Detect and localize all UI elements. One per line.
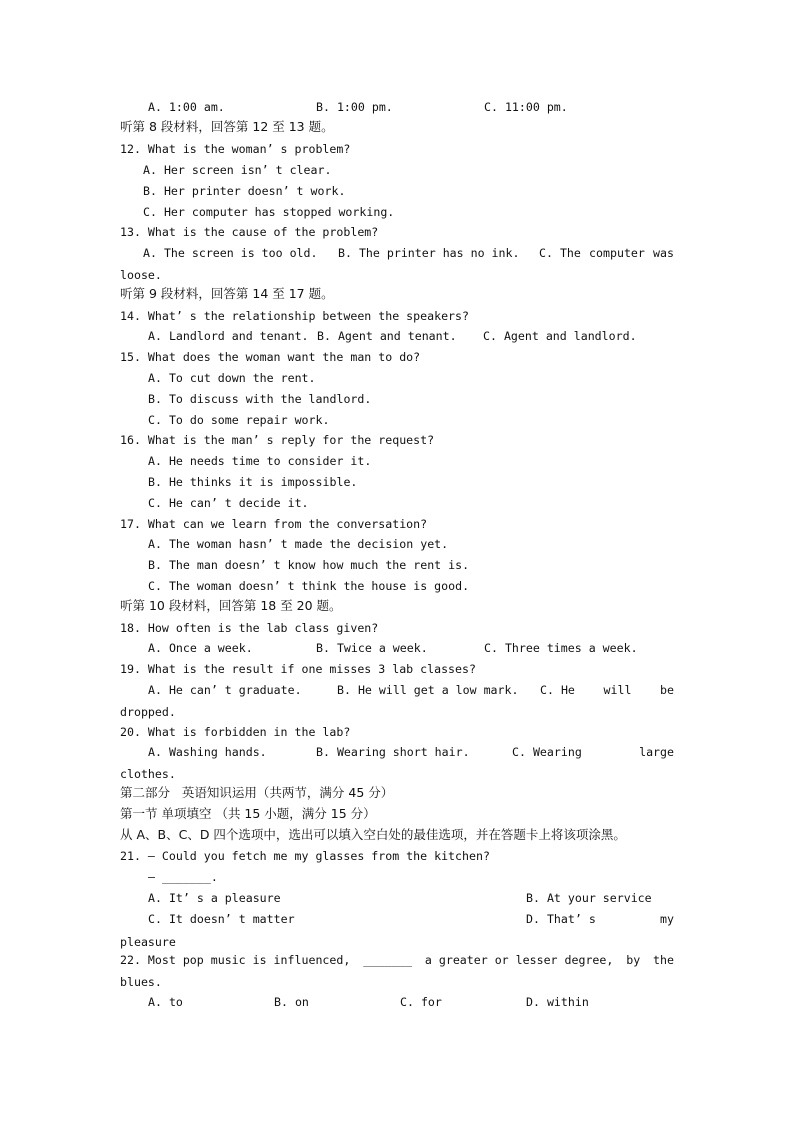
section-9-heading: 听第 9 段材料，回答第 14 至 17 题。: [120, 286, 334, 301]
q11-option-b: B. 1:00 pm.: [316, 100, 393, 114]
q22-stem: [120, 953, 674, 967]
q14-option-b: B. Agent and tenant.: [317, 329, 457, 343]
q13-option-c: [539, 246, 674, 260]
q19-option-a: A. He can’ t graduate.: [148, 683, 302, 697]
q22-option-c: C. for: [400, 995, 442, 1009]
q21-option-b: B. At your service: [526, 891, 652, 905]
q21-option-a: A. It’ s a pleasure: [148, 891, 281, 905]
q22-option-d: D. within: [526, 995, 589, 1009]
q19-option-b: B. He will get a low mark.: [337, 683, 519, 697]
q20-option-c-cont: clothes.: [120, 767, 176, 781]
q22-stem-cont: blues.: [120, 975, 162, 989]
q17-option-c: C. The woman doesn’ t think the house is good.: [148, 579, 470, 593]
q13-option-a: A. The screen is too old.: [143, 246, 318, 260]
q22-option-b: B. on: [274, 995, 309, 1009]
section1-heading: 第一节 单项填空 （共 15 小题，满分 15 分）: [120, 806, 376, 821]
q12-option-b: B. Her printer doesn’ t work.: [143, 184, 346, 198]
q11-option-c: C. 11:00 pm.: [484, 100, 568, 114]
q18-stem: 18. How often is the lab class given?: [120, 621, 379, 635]
q22-option-a: A. to: [148, 995, 183, 1009]
q21-option-d: [526, 912, 674, 926]
q22-stem-part1: 22. Most pop music is influenced,: [120, 953, 351, 967]
q21-stem: 21. — Could you fetch me my glasses from the kitchen?: [120, 849, 490, 863]
q20-option-b: B. Wearing short hair.: [316, 745, 470, 759]
q11-option-a: A. 1:00 am.: [148, 100, 225, 114]
q13-stem: 13. What is the cause of the problem?: [120, 225, 379, 239]
q19-option-c: [540, 683, 674, 697]
part2-heading: 第二部分 英语知识运用（共两节，满分 45 分）: [120, 785, 394, 800]
q21-blank: — _______.: [148, 870, 218, 884]
q16-option-b: B. He thinks it is impossible.: [148, 475, 358, 489]
q12-option-a: A. Her screen isn’ t clear.: [143, 163, 332, 177]
section-10-heading: 听第 10 段材料，回答第 18 至 20 题。: [120, 598, 342, 613]
q14-option-c: C. Agent and landlord.: [483, 329, 637, 343]
q15-stem: 15. What does the woman want the man to do?: [120, 350, 421, 364]
q20-option-c-w2: large: [639, 745, 674, 759]
q20-option-c-w1: C. Wearing: [512, 745, 582, 759]
q17-option-b: B. The man doesn’ t know how much the rent is.: [148, 558, 470, 572]
q19-option-c-w3: be: [660, 683, 674, 697]
q16-option-c: C. He can’ t decide it.: [148, 496, 309, 510]
q20-option-c: [512, 745, 674, 759]
q22-stem-part2: a greater or lesser degree,: [424, 953, 614, 967]
q18-option-a: A. Once a week.: [148, 641, 253, 655]
q18-option-b: B. Twice a week.: [316, 641, 428, 655]
q18-option-c: C. Three times a week.: [484, 641, 638, 655]
q14-option-a: A. Landlord and tenant.: [148, 329, 309, 343]
q12-stem: 12. What is the woman’ s problem?: [120, 142, 351, 156]
q15-option-c: C. To do some repair work.: [148, 413, 330, 427]
q19-option-c-cont: dropped.: [120, 705, 176, 719]
q20-stem: 20. What is forbidden in the lab?: [120, 725, 351, 739]
q13-option-c-cont: loose.: [120, 268, 162, 282]
q17-option-a: A. The woman hasn’ t made the decision yet.: [148, 537, 449, 551]
q13-option-b: B. The printer has no ink.: [338, 246, 520, 260]
q15-option-a: A. To cut down the rent.: [148, 371, 316, 385]
q22-stem-part4: the: [653, 953, 674, 967]
instructions: 从 A、B、C、D 四个选项中，选出可以填入空白处的最佳选项，并在答题卡上将该项涂黑。: [120, 827, 626, 842]
q21-option-d-w1: D. That’ s: [526, 912, 596, 926]
q13-option-c-w2: computer: [589, 246, 645, 260]
q16-stem: 16. What is the man’ s reply for the request?: [120, 433, 435, 447]
q22-stem-blank: _______: [363, 953, 413, 967]
q19-option-c-w2: will: [603, 683, 632, 697]
section-8-heading: 听第 8 段材料，回答第 12 至 13 题。: [120, 119, 334, 134]
q15-option-b: B. To discuss with the landlord.: [148, 392, 372, 406]
q20-option-a: A. Washing hands.: [148, 745, 267, 759]
q12-option-c: C. Her computer has stopped working.: [143, 205, 395, 219]
q17-stem: 17. What can we learn from the conversation?: [120, 517, 428, 531]
q19-stem: 19. What is the result if one misses 3 lab classes?: [120, 662, 476, 676]
q16-option-a: A. He needs time to consider it.: [148, 454, 372, 468]
q21-option-c: C. It doesn’ t matter: [148, 912, 295, 926]
q13-option-c-w3: was: [653, 246, 674, 260]
q21-option-d-w2: my: [660, 912, 674, 926]
q19-option-c-w1: C. He: [540, 683, 575, 697]
q13-option-c-w1: C. The: [539, 246, 581, 260]
q21-option-d-cont: pleasure: [120, 935, 176, 949]
q22-stem-part3: by: [626, 953, 641, 967]
q14-stem: 14. What’ s the relationship between the speakers?: [120, 309, 470, 323]
